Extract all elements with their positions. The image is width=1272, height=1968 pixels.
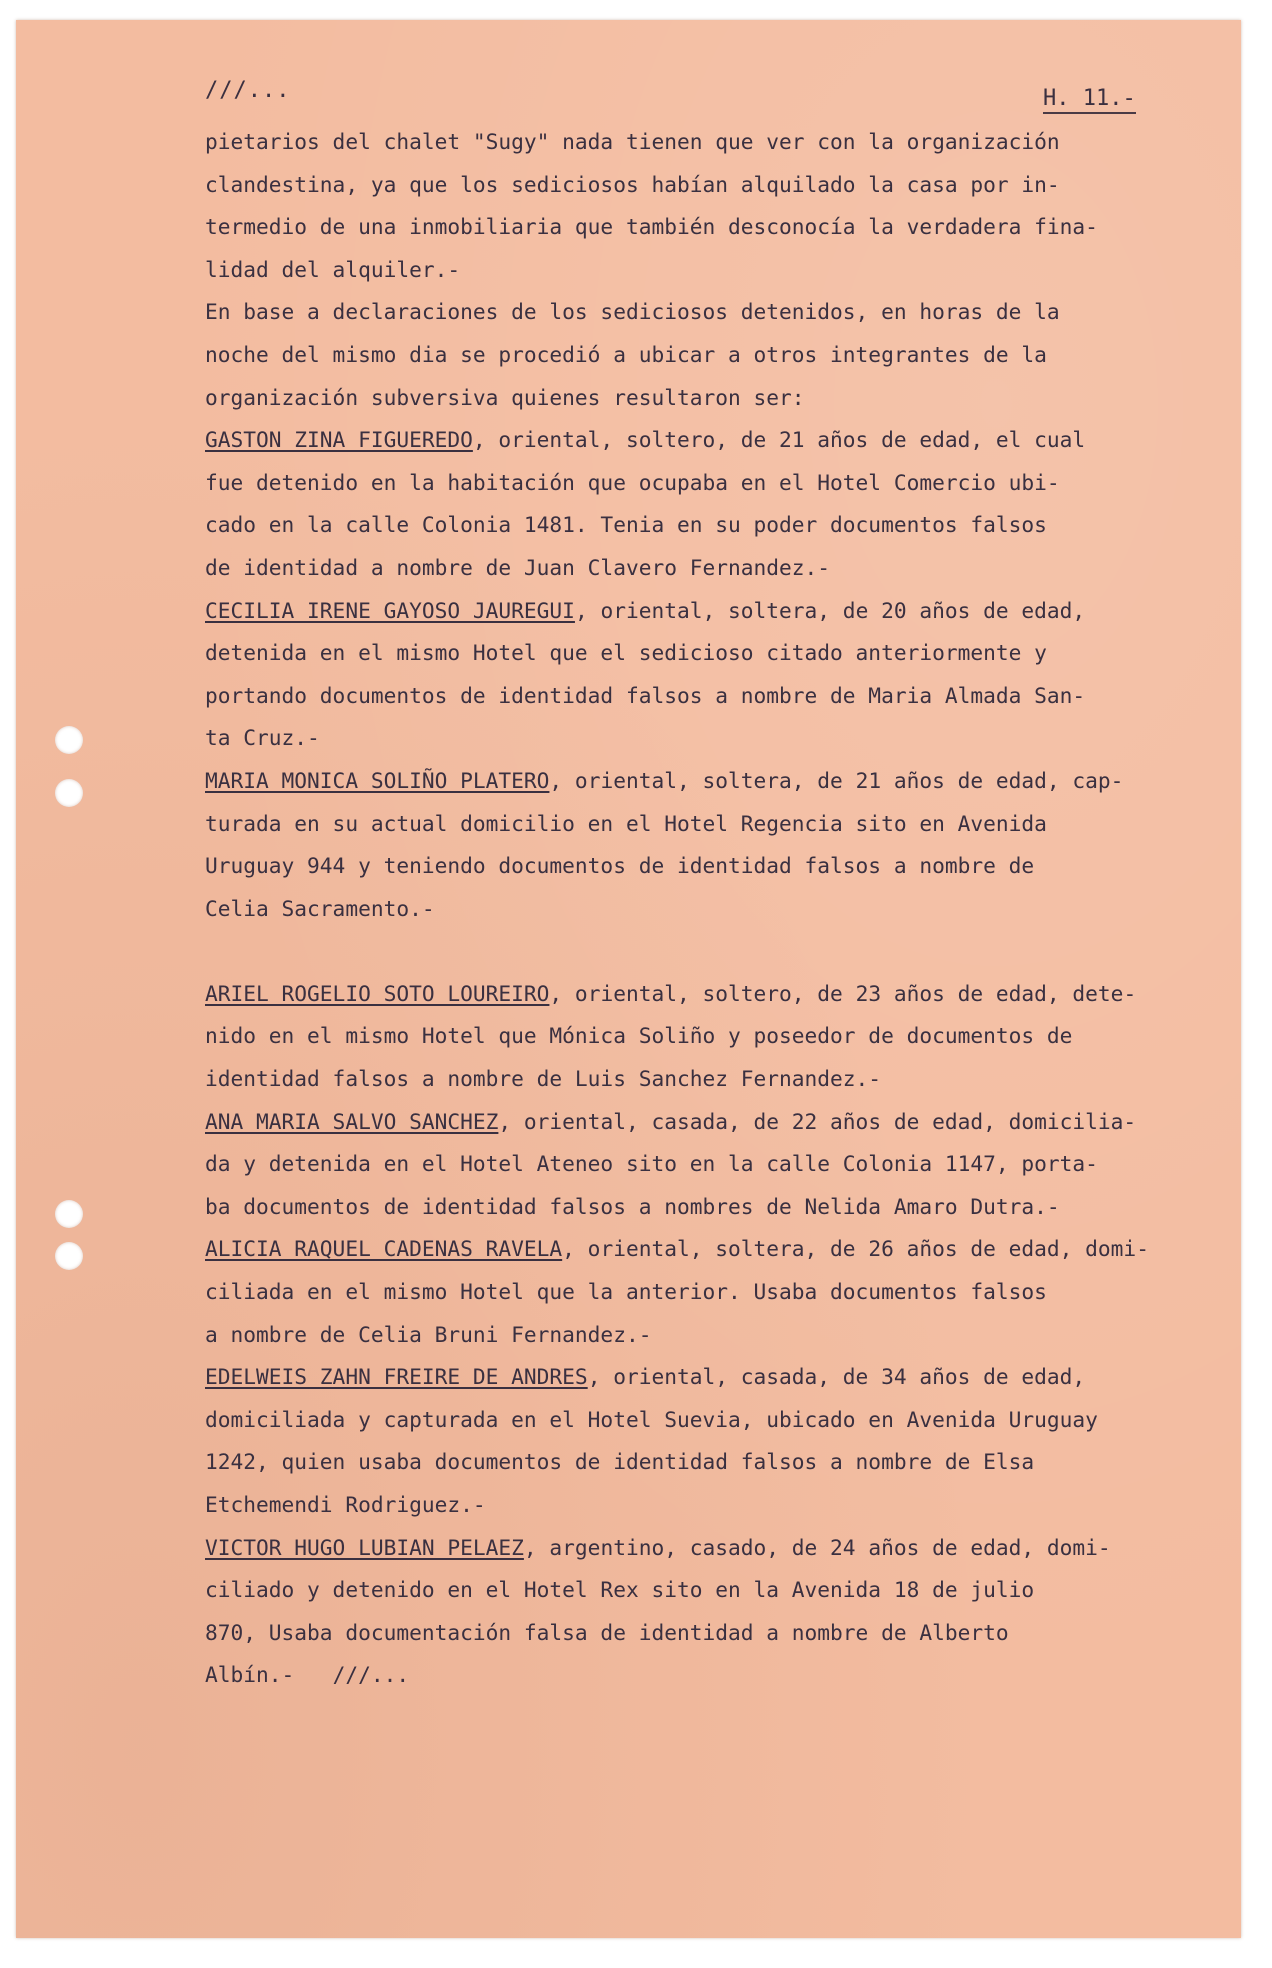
line-text: , oriental, soltera, de 26 años de edad, domi- [562, 1236, 1149, 1262]
detainee-name: ANA MARIA SALVO SANCHEZ [205, 1108, 499, 1134]
text-line [205, 1527, 1235, 1570]
line-text: 870, Usaba documentación falsa de identidad a nombre de Alberto [205, 1619, 1009, 1645]
text-line [205, 973, 1235, 1016]
line-text: detenida en el mismo Hotel que el sedicioso citado anteriormente y [205, 640, 1047, 666]
text-line [205, 1015, 1235, 1058]
line-text: , oriental, soltero, de 23 años de edad, dete- [549, 980, 1137, 1006]
line-text: Uruguay 944 y teniendo documentos de identidad falsos a nombre de [205, 853, 1035, 879]
text-line [205, 1399, 1235, 1442]
text-line [205, 888, 1235, 931]
text-line [205, 377, 1235, 420]
line-text: de identidad a nombre de Juan Clavero Fernandez.- [205, 554, 831, 580]
line-text: noche del mismo dia se procedió a ubicar a otros integrantes de la [205, 341, 1047, 367]
line-text: a nombre de Celia Bruni Fernandez.- [205, 1321, 652, 1347]
text-line [205, 590, 1235, 633]
line-text: En base a declaraciones de los sediciosos detenidos, en horas de la [205, 299, 1060, 325]
text-line [205, 632, 1235, 675]
text-line [205, 760, 1235, 803]
page-number: H. 11.- [1043, 86, 1136, 114]
punch-hole [55, 1200, 83, 1228]
line-text: portando documentos de identidad falsos a nombre de Maria Almada San- [205, 682, 1086, 708]
line-text: , oriental, soltera, de 20 años de edad, [574, 597, 1086, 623]
text-line [205, 1612, 1235, 1655]
document-body [205, 121, 1235, 1697]
line-text: , argentino, casado, de 24 años de edad, domi- [523, 1534, 1111, 1560]
text-line [205, 504, 1235, 547]
text-line [205, 1484, 1235, 1527]
continuation-mark: ///... [294, 1662, 410, 1688]
line-text: ba documentos de identidad falsos a nombres de Nelida Amaro Dutra.- [205, 1193, 1060, 1219]
line-text: nido en el mismo Hotel que Mónica Soliño y poseedor de documentos de [205, 1023, 1073, 1049]
text-line [205, 291, 1235, 334]
line-text: fue detenido en la habitación que ocupaba en el Hotel Comercio ubi- [205, 469, 1060, 495]
line-text: ta Cruz.- [205, 725, 320, 751]
text-line [205, 121, 1235, 164]
line-text: , oriental, soltero, de 21 años de edad, el cual [472, 427, 1086, 453]
detainee-name: MARIA MONICA SOLIÑO PLATERO [205, 767, 550, 793]
text-line [205, 1356, 1235, 1399]
text-line [205, 1441, 1235, 1484]
detainee-name: CECILIA IRENE GAYOSO JAUREGUI [205, 597, 575, 623]
line-text: Etchemendi Rodriguez.- [205, 1492, 486, 1517]
detainee-name: EDELWEIS ZAHN FREIRE DE ANDRES [205, 1364, 588, 1390]
text-line [205, 249, 1235, 292]
text-line [205, 547, 1235, 590]
line-text: termedio de una inmobiliaria que también desconocía la verdadera fina- [205, 214, 1098, 240]
text-line [205, 1228, 1235, 1271]
line-text: turada en su actual domicilio en el Hotel Regencia sito en Avenida [205, 810, 1047, 836]
text-line [205, 1143, 1235, 1186]
text-line [205, 206, 1235, 249]
line-text: lidad del alquiler.- [205, 256, 461, 282]
line-text: clandestina, ya que los sediciosos habían alquilado la casa por in- [205, 171, 1060, 197]
line-text: da y detenida en el Hotel Ateneo sito en la calle Colonia 1147, porta- [205, 1151, 1098, 1177]
text-line [205, 1186, 1235, 1229]
text-line [205, 1058, 1235, 1101]
line-text: 1242, quien usaba documentos de identidad falsos a nombre de Elsa [205, 1449, 1035, 1475]
line-text: Albín.- [205, 1662, 295, 1688]
text-line [205, 675, 1235, 718]
detainee-name: VICTOR HUGO LUBIAN PELAEZ [205, 1534, 524, 1560]
line-text: , oriental, soltera, de 21 años de edad, cap- [549, 767, 1124, 793]
text-line [205, 1271, 1235, 1314]
text-line [205, 1569, 1235, 1612]
detainee-name: ALICIA RAQUEL CADENAS RAVELA [205, 1236, 563, 1262]
detainee-name: ARIEL ROGELIO SOTO LOUREIRO [205, 980, 550, 1006]
text-line [205, 1654, 1235, 1697]
line-text: organización subversiva quienes resultaron ser: [205, 384, 805, 410]
text-line [205, 845, 1235, 888]
text-line [205, 462, 1235, 505]
detainee-name: GASTON ZINA FIGUEREDO [205, 427, 473, 453]
punch-hole [55, 726, 83, 754]
line-text: , oriental, casada, de 22 años de edad, domicilia- [498, 1108, 1137, 1134]
punch-hole [55, 1242, 83, 1270]
text-line [205, 419, 1235, 462]
line-text: ciliado y detenido en el Hotel Rex sito en la Avenida 18 de julio [205, 1577, 1035, 1603]
line-text: domiciliada y capturada en el Hotel Suevia, ubicado en Avenida Uruguay [205, 1406, 1098, 1432]
text-line [205, 717, 1235, 760]
continuation-mark: ///... [205, 78, 291, 103]
text-line [205, 803, 1235, 846]
text-line [205, 1314, 1235, 1357]
text-line [205, 164, 1235, 207]
punch-hole [55, 779, 83, 807]
text-line [205, 1101, 1235, 1144]
line-text: pietarios del chalet "Sugy" nada tienen que ver con la organización [205, 129, 1060, 154]
line-text: identidad falsos a nombre de Luis Sanchez Fernandez.- [205, 1066, 882, 1092]
text-line [205, 334, 1235, 377]
line-text: ciliada en el mismo Hotel que la anterior. Usaba documentos falsos [205, 1279, 1047, 1305]
blank-line [205, 930, 1235, 973]
line-text: cado en la calle Colonia 1481. Tenia en su poder documentos falsos [205, 512, 1047, 538]
line-text: , oriental, casada, de 34 años de edad, [587, 1364, 1086, 1390]
line-text: Celia Sacramento.- [205, 895, 435, 921]
